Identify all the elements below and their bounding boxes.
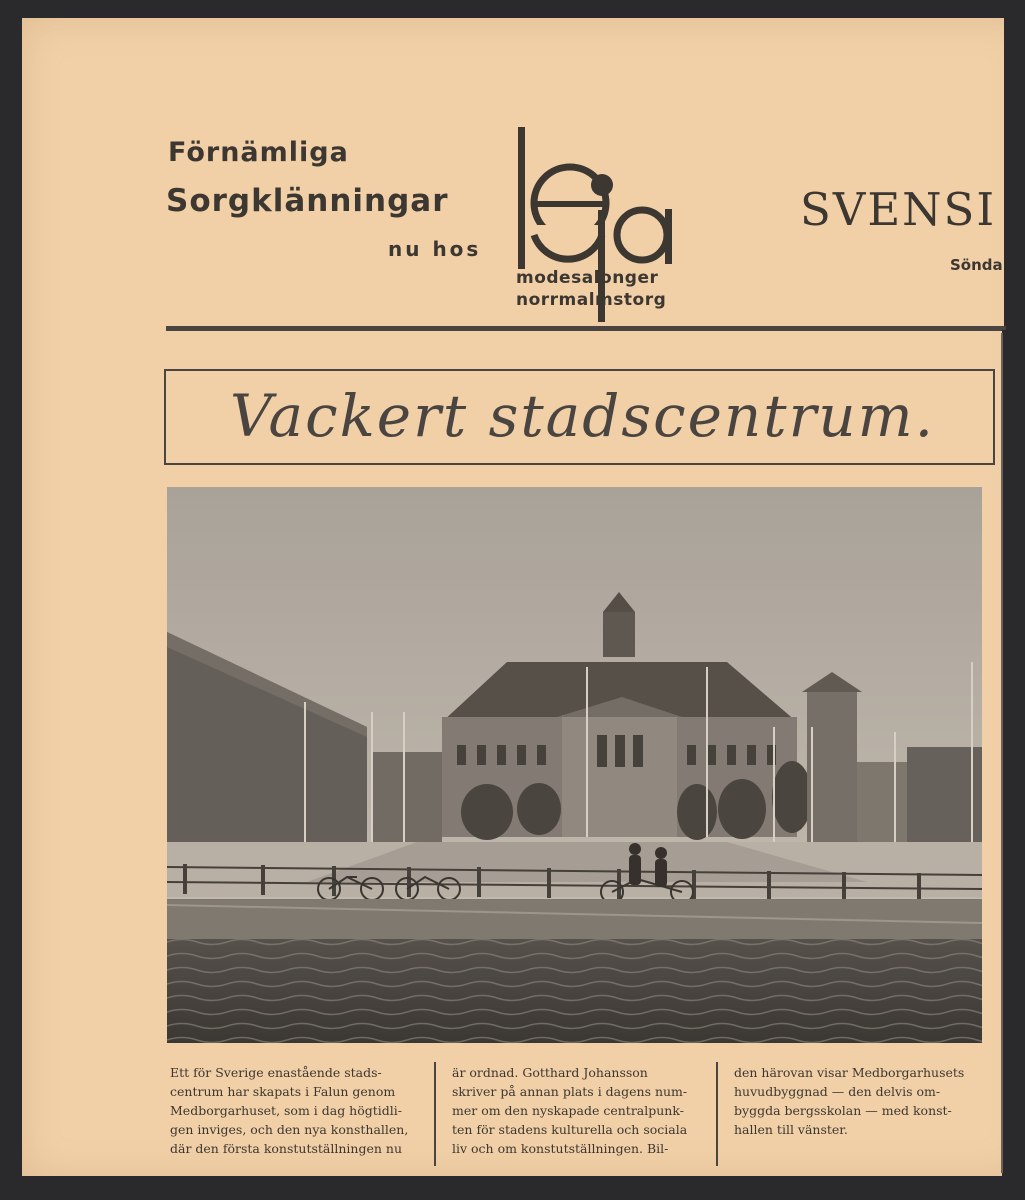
column-border xyxy=(1001,333,1003,1173)
clipping-edge xyxy=(1004,0,1025,330)
leja-subtitle-2: norrmalmstorg xyxy=(516,290,667,310)
top-background xyxy=(0,0,1025,18)
article-column-2: är ordnad. Gotthard Johansson skriver på annan plats i dagens num- mer om den nyskapade centralpunk- ten för stadens kulturella och sociala liv och om konstutställningen. Bil- xyxy=(452,1065,688,1156)
newspaper-masthead: SVENSI xyxy=(800,183,997,236)
ad-heading-line3: nu hos xyxy=(388,237,482,261)
article-column-1: Ett för Sverige enastående stads- centrum har skapats i Falun genom Medborgarhuset, som i dag högtidli- gen inviges, och den nya konsthallen, där den första konstutställningen nu xyxy=(170,1065,409,1156)
ad-heading-line2: Sorgklänningar xyxy=(166,183,449,219)
bottom-background xyxy=(0,1176,1025,1200)
column-divider xyxy=(716,1062,718,1166)
column-divider xyxy=(434,1062,436,1166)
town-center-photograph xyxy=(167,487,982,1043)
article-column-3: den härovan visar Medborgarhusets huvudbyggnad — den delvis om- byggda bergsskolan — med konst- hallen till vänster. xyxy=(734,1065,965,1137)
clipping-edge-right xyxy=(1002,330,1025,1200)
headline: Vackert stadscentrum. xyxy=(230,382,936,450)
ad-heading-line1: Förnämliga xyxy=(168,137,349,168)
masthead-rule xyxy=(166,326,1006,331)
leja-subtitle-1: modesalonger xyxy=(516,268,659,288)
masthead-day: Sönda xyxy=(950,256,1003,274)
